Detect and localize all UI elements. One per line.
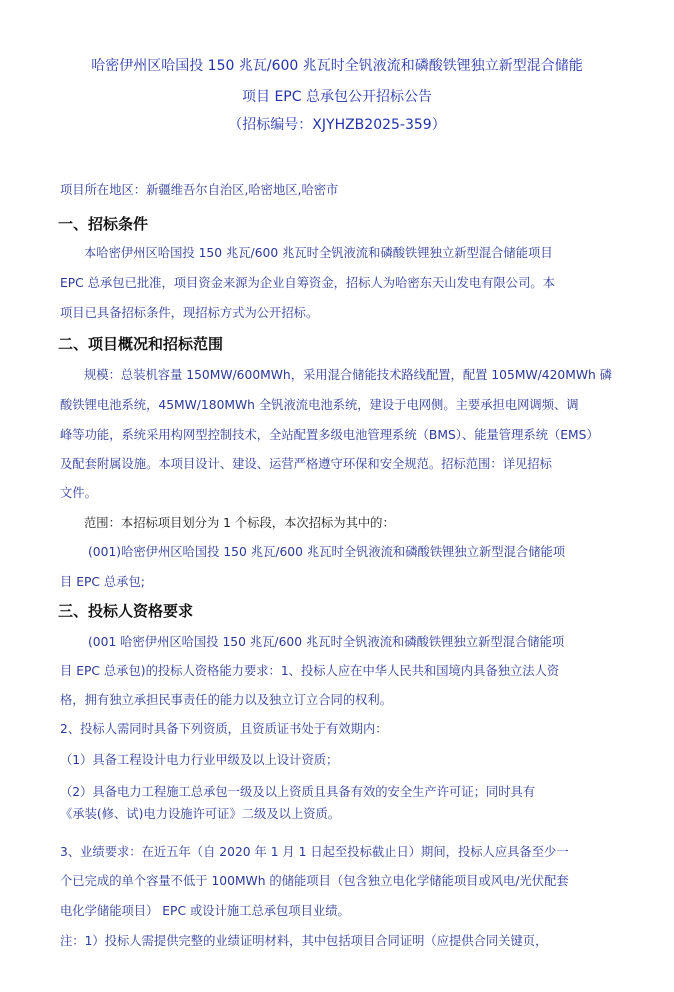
sec3-line: 个已完成的单个容量不低于 100MWh 的储能项目（包含独立电化学储能项目或风电/光伏配套 <box>60 874 569 888</box>
title-line-1: 哈密伊州区哈国投 150 兆瓦/600 兆瓦时全钒液流和磷酸铁锂独立新型混合储能 <box>91 58 583 74</box>
sec1-paragraph-line: 本哈密伊州区哈国投 150 兆瓦/600 兆瓦时全钒液流和磷酸铁锂独立新型混合储能项目 <box>84 246 553 260</box>
section-3-heading: 三、投标人资格要求 <box>58 602 194 620</box>
project-location: 项目所在地区：新疆维吾尔自治区,哈密地区,哈密市 <box>60 183 339 197</box>
sec2-line: 规模：总装机容量 150MW/600MWh，采用混合储能技术路线配置，配置 105MW/420MWh 磷 <box>84 368 612 382</box>
sec3-line: 注：1）投标人需提供完整的业绩证明材料，其中包括项目合同证明（应提供合同关键页， <box>60 934 548 948</box>
sec3-line: 《承装(修、试)电力设施许可证》二级及以上资质。 <box>60 807 341 821</box>
sec1-paragraph-line: EPC 总承包已批准，项目资金来源为企业自筹资金，招标人为哈密东天山发电有限公司。本 <box>60 276 555 290</box>
section-1-heading: 一、招标条件 <box>58 215 149 233</box>
sec3-line: 目 EPC 总承包)的投标人资格能力要求：1、投标人应在中华人民共和国境内具备独立法人资 <box>60 664 560 678</box>
sec2-line: 文件。 <box>60 486 97 500</box>
sec1-paragraph-line: 项目已具备招标条件，现招标方式为公开招标。 <box>60 306 319 320</box>
sec2-line: 峰等功能，系统采用构网型控制技术，全站配置多级电池管理系统（BMS）、能量管理系统（EMS） <box>60 428 599 442</box>
sec2-line: 酸铁锂电池系统，45MW/180MWh 全钒液流电池系统，建设于电网侧。主要承担电网调频、调 <box>60 398 579 412</box>
sec3-line: 3、业绩要求：在近五年（自 2020 年 1 月 1 日起至投标截止日）期间，投标人应具备至少一 <box>60 845 569 859</box>
section-2-heading: 二、项目概况和招标范围 <box>58 335 224 353</box>
sec2-line: 目 EPC 总承包; <box>60 575 145 589</box>
title-line-2: 项目 EPC 总承包公开招标公告 <box>242 89 432 105</box>
sec3-line: (001 哈密伊州区哈国投 150 兆瓦/600 兆瓦时全钒液流和磷酸铁锂独立新型混合储能项 <box>88 635 565 649</box>
sec2-line: 及配套附属设施。本项目设计、建设、运营严格遵守环保和安全规范。招标范围：详见招标 <box>60 457 552 471</box>
sec3-line: 格，拥有独立承担民事责任的能力以及独立订立合同的权利。 <box>60 693 393 707</box>
tender-number: （招标编号：XJYHZB2025-359） <box>228 117 446 133</box>
sec3-line: 电化学储能项目） EPC 或设计施工总承包项目业绩。 <box>60 904 350 918</box>
sec3-line: （1）具备工程设计电力行业甲级及以上设计资质； <box>60 753 339 767</box>
sec3-line: （2）具备电力工程施工总承包一级及以上资质且具备有效的安全生产许可证；同时具有 <box>60 785 536 799</box>
sec2-line: 范围：本招标项目划分为 1 个标段，本次招标为其中的： <box>84 516 395 530</box>
sec2-line: (001)哈密伊州区哈国投 150 兆瓦/600 兆瓦时全钒液流和磷酸铁锂独立新型混合储能项 <box>88 545 566 559</box>
sec3-line: 2、投标人需同时具备下列资质，且资质证书处于有效期内： <box>60 722 388 736</box>
